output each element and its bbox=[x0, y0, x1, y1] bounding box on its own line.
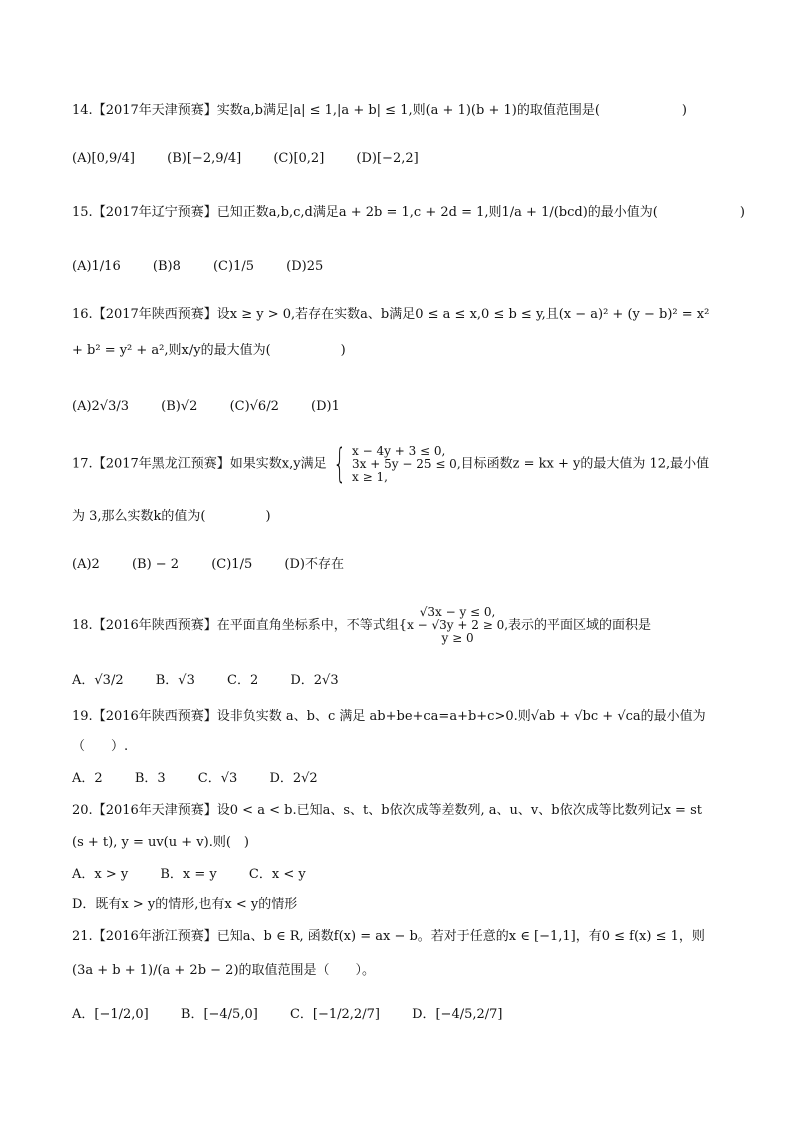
question-text: 设非负实数 a、b、c 满足 ab+be+ca=a+b+c>0.则√ab + √bc + √ca的最小值为 bbox=[216, 709, 706, 724]
question-text-cont: (3a + b + 1)/(a + 2b − 2)的取值范围是（ ）。 bbox=[72, 963, 376, 978]
option-a: (A)2 bbox=[72, 557, 100, 572]
question-text-cont: (s + t), y = uv(u + v).则( ) bbox=[72, 835, 249, 850]
option-d: D．既有x > y的情形,也有x < y的情形 bbox=[72, 897, 298, 912]
question-text: 已知正数a,b,c,d满足a + 2b = 1,c + 2d = 1,则1/a + 1/(bcd)的最小值为( bbox=[216, 205, 658, 220]
inequality-system bbox=[407, 606, 508, 645]
question-text: 在平面直角坐标系中，不等式组{ bbox=[216, 618, 408, 633]
options-18 bbox=[72, 672, 722, 690]
option-d: D．2√3 bbox=[290, 673, 339, 688]
question-16-line1 bbox=[72, 306, 722, 324]
options-14 bbox=[72, 150, 722, 168]
option-b: (B)√2 bbox=[161, 399, 198, 414]
question-number: 16. bbox=[72, 307, 93, 322]
question-text: 已知a、b ∈ R, 函数f(x) = ax − b。若对于任意的x ∈ [−1,1]，有0 ≤ f(x) ≤ 1，则 bbox=[216, 929, 705, 944]
question-19-line1 bbox=[72, 708, 722, 726]
option-b: B．3 bbox=[134, 771, 166, 786]
option-a: (A)2√3/3 bbox=[72, 399, 130, 414]
question-19-line2 bbox=[72, 738, 722, 756]
question-tag: 【2017年陕西预赛】 bbox=[92, 307, 217, 322]
question-text-cont: + b² = y² + a²,则x/y的最大值为( bbox=[72, 343, 271, 358]
question-text: 如果实数x,y满足 bbox=[229, 456, 327, 472]
option-b: (B)[−2,9/4] bbox=[167, 151, 242, 166]
question-number: 17. bbox=[72, 456, 93, 472]
answer-paren: ) bbox=[265, 509, 271, 524]
option-a: (A)[0,9/4] bbox=[72, 151, 136, 166]
option-a: (A)1/16 bbox=[72, 259, 121, 274]
options-15 bbox=[72, 258, 722, 276]
inequality-1: √3x − y ≤ 0, bbox=[419, 605, 496, 619]
option-b: B．x = y bbox=[160, 867, 217, 882]
options-21 bbox=[72, 1006, 722, 1024]
inequality-2: x − √3y + 2 ≥ 0, bbox=[407, 618, 509, 632]
question-text-cont: 表示的平面区域的面积是 bbox=[508, 618, 652, 633]
question-tag: 【2017年黑龙江预赛】 bbox=[92, 456, 230, 472]
question-20-line2 bbox=[72, 834, 722, 852]
question-number: 21. bbox=[72, 929, 93, 944]
option-b: B．[−4/5,0] bbox=[180, 1007, 258, 1022]
option-b: (B)8 bbox=[152, 259, 181, 274]
question-17-line1 bbox=[72, 441, 722, 487]
question-tag: 【2016年陕西预赛】 bbox=[92, 618, 217, 633]
options-16 bbox=[72, 398, 722, 416]
question-tag: 【2016年陕西预赛】 bbox=[92, 709, 217, 724]
question-21-line1 bbox=[72, 928, 722, 946]
option-a: A．[−1/2,0] bbox=[72, 1007, 149, 1022]
question-tag: 【2017年辽宁预赛】 bbox=[92, 205, 217, 220]
question-number: 20. bbox=[72, 803, 93, 818]
option-c: C．2 bbox=[227, 673, 259, 688]
question-18 bbox=[72, 606, 722, 646]
option-a: A．x > y bbox=[72, 867, 129, 882]
question-14 bbox=[72, 102, 722, 120]
option-d: (D)[−2,2] bbox=[356, 151, 419, 166]
inequality-3: x ≥ 1, bbox=[352, 469, 388, 484]
option-d: (D)1 bbox=[311, 399, 340, 414]
option-d: D．2√2 bbox=[269, 771, 318, 786]
option-c: (C)1/5 bbox=[212, 259, 254, 274]
question-number: 15. bbox=[72, 205, 93, 220]
question-text-cont: 为 3,那么实数k的值为( bbox=[72, 509, 206, 524]
question-text-cont: 目标函数z = kx + y的最大值为 12,最小值 bbox=[460, 456, 710, 472]
options-20 bbox=[72, 866, 722, 884]
inequality-2: 3x + 5y − 25 ≤ 0, bbox=[352, 456, 461, 471]
inequality-system: { x − 4y + 3 ≤ 0, 3x + 5y − 25 ≤ 0, x ≥ 1, bbox=[332, 441, 461, 487]
answer-paren: ) bbox=[681, 103, 687, 118]
question-20-line1 bbox=[72, 802, 722, 820]
option-c: (C)[0,2] bbox=[273, 151, 325, 166]
question-number: 18. bbox=[72, 618, 93, 633]
option-b: (B) − 2 bbox=[131, 557, 180, 572]
inequality-1: x − 4y + 3 ≤ 0, bbox=[352, 443, 446, 458]
option-c: C．[−1/2,2/7] bbox=[289, 1007, 380, 1022]
question-16-line2 bbox=[72, 342, 722, 360]
question-tag: 【2016年天津预赛】 bbox=[92, 803, 217, 818]
question-21-line2 bbox=[72, 962, 722, 980]
question-tag: 【2016年浙江预赛】 bbox=[92, 929, 217, 944]
option-c: (C)1/5 bbox=[211, 557, 253, 572]
options-17 bbox=[72, 556, 722, 574]
option-d: (D)25 bbox=[286, 259, 324, 274]
option-d: (D)不存在 bbox=[284, 557, 344, 572]
option-b: B．√3 bbox=[155, 673, 195, 688]
answer-paren: ) bbox=[739, 205, 745, 220]
question-17-line2 bbox=[72, 508, 722, 526]
question-number: 19. bbox=[72, 709, 93, 724]
option-c: C．√3 bbox=[197, 771, 238, 786]
inequality-3: y ≥ 0 bbox=[441, 631, 474, 645]
option-c: (C)√6/2 bbox=[229, 399, 279, 414]
answer-paren: ) bbox=[340, 343, 346, 358]
question-text: 设0 < a < b.已知a、s、t、b依次成等差数列, a、u、v、b依次成等比数列记x = st bbox=[216, 803, 702, 818]
option-c: C．x < y bbox=[248, 867, 306, 882]
option-a: A．√3/2 bbox=[72, 673, 124, 688]
question-number: 14. bbox=[72, 103, 93, 118]
option-d: D．[−4/5,2/7] bbox=[412, 1007, 503, 1022]
option-a: A．2 bbox=[72, 771, 103, 786]
question-text: 设x ≥ y > 0,若存在实数a、b满足0 ≤ a ≤ x,0 ≤ b ≤ y,且(x − a)² + (y − b)² = x² bbox=[216, 307, 710, 322]
options-19 bbox=[72, 770, 722, 788]
answer-paren: （ ）. bbox=[72, 739, 129, 754]
question-15 bbox=[72, 204, 745, 222]
question-tag: 【2017年天津预赛】 bbox=[92, 103, 217, 118]
options-20-d bbox=[72, 896, 722, 914]
question-text: 实数a,b满足|a| ≤ 1,|a + b| ≤ 1,则(a + 1)(b + 1)的取值范围是( bbox=[216, 103, 600, 118]
